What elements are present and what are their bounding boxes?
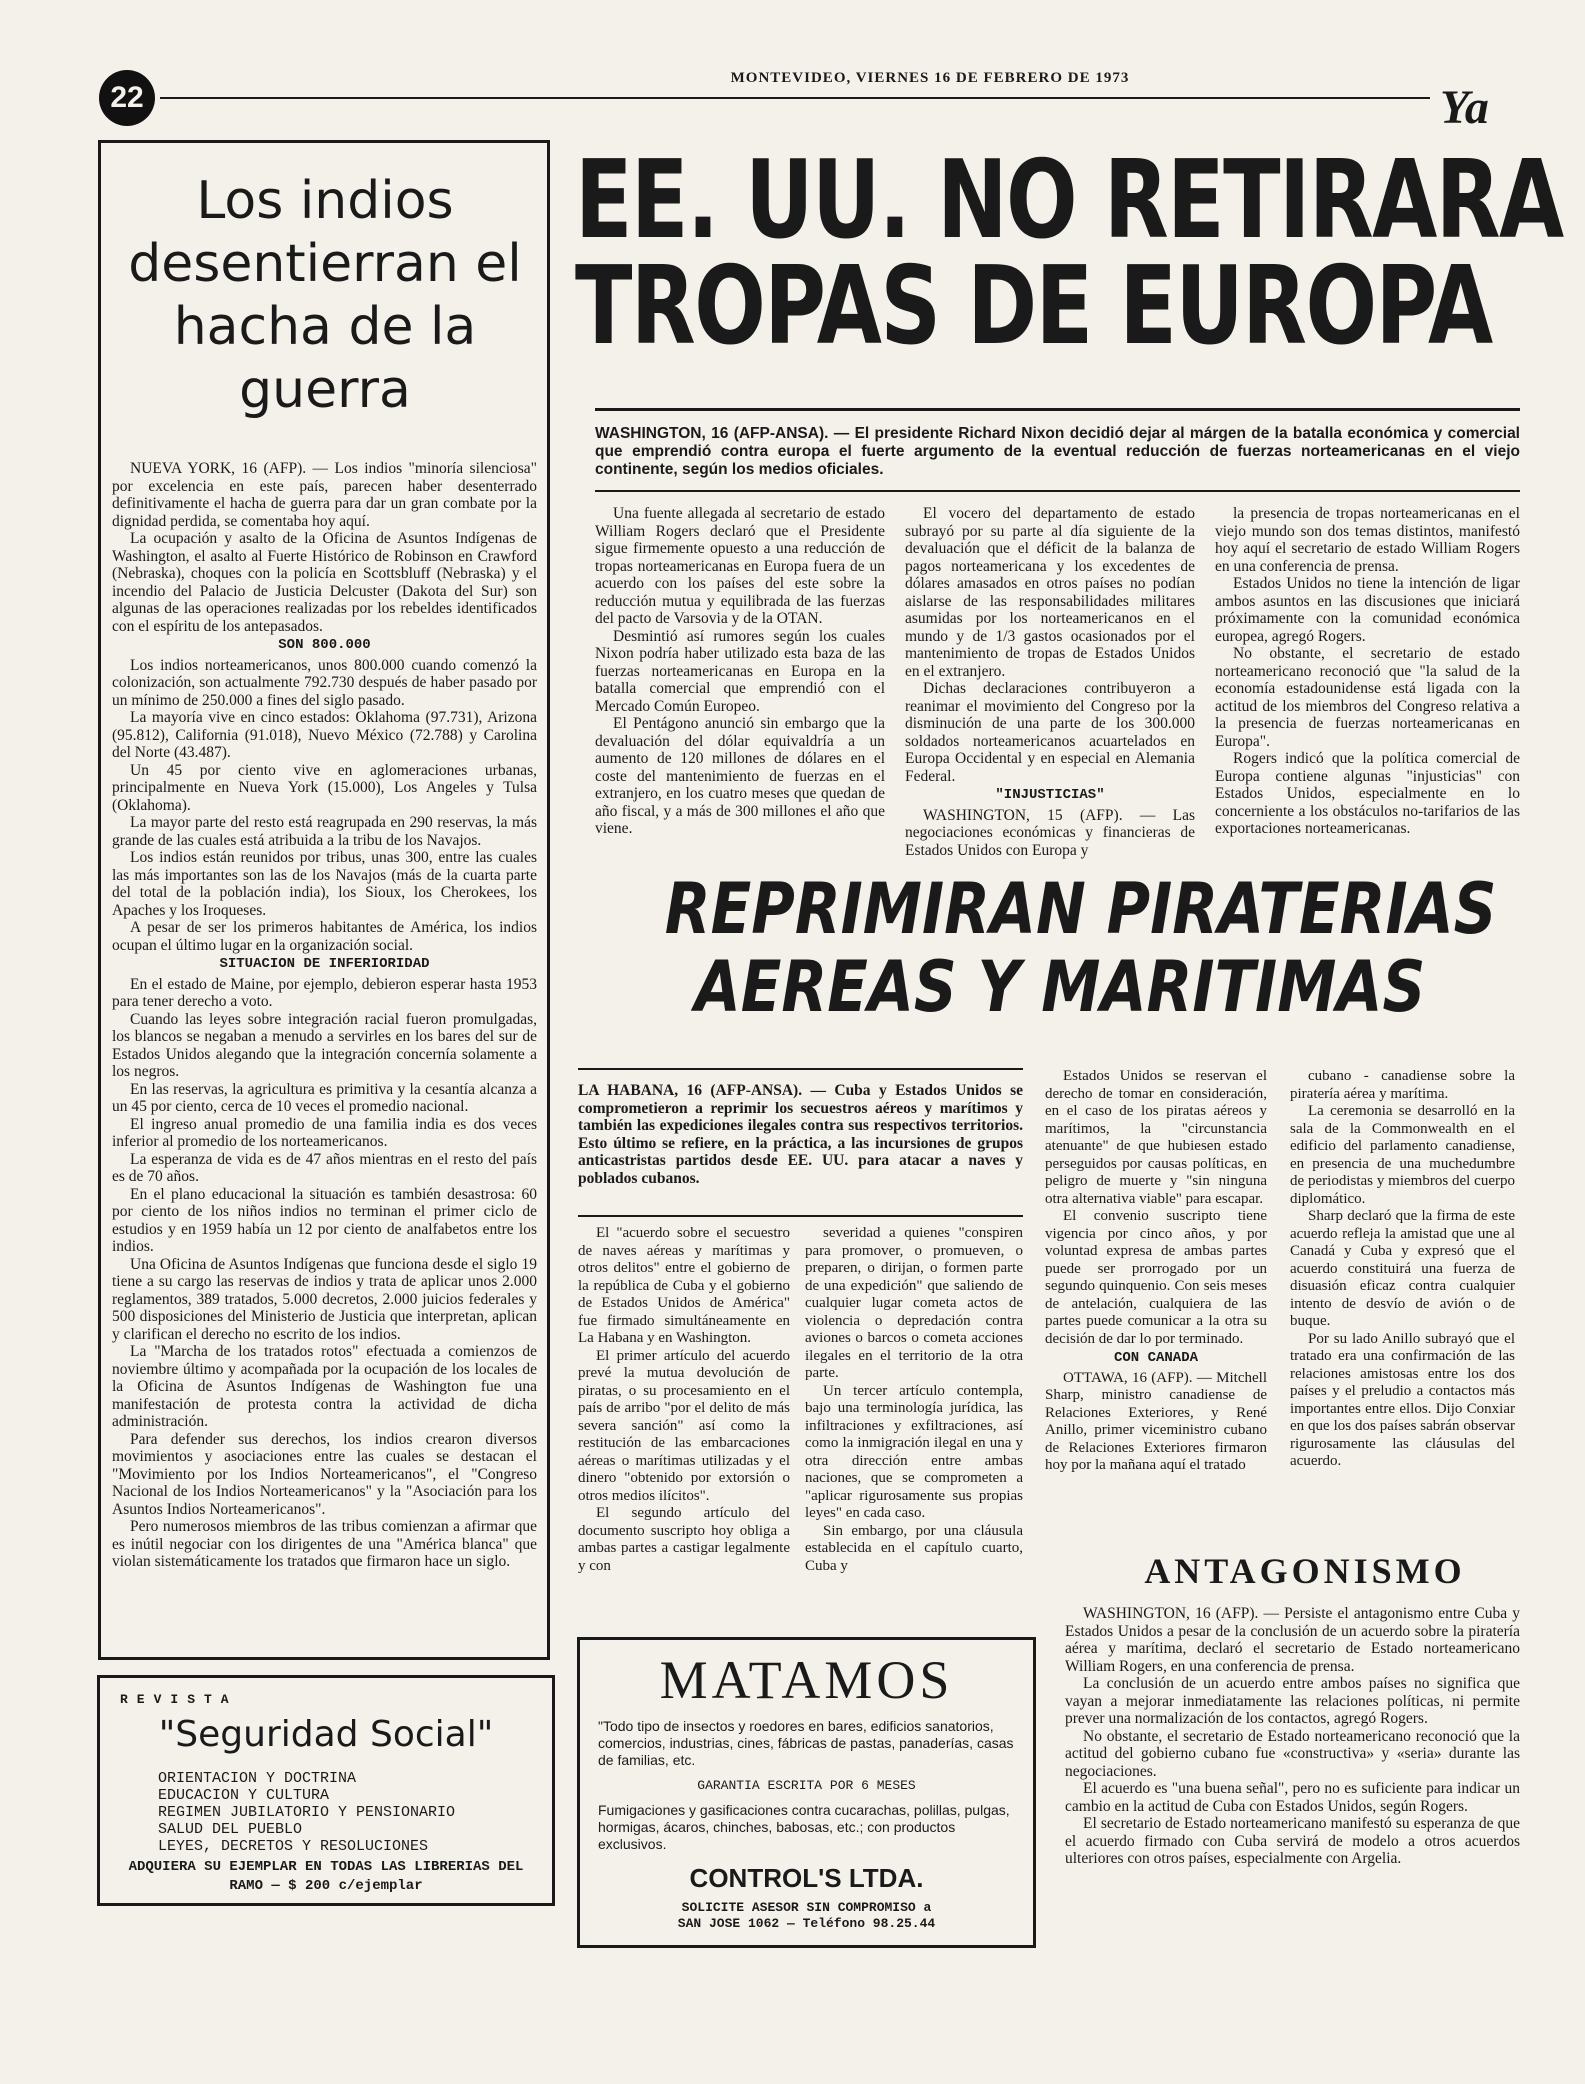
nixon-c1-p2: Desmintió así rumores según los cuales Nixon podría haber utilizado esta baza de las fuerzas norteamericanas en Europa en la batalla comercial que emprendió con el Mercado Común Europeo. xyxy=(595,627,885,715)
antag-p1: WASHINGTON, 16 (AFP). — Persiste el antagonismo entre Cuba y Estados Unidos a pesar de la conclusión de un acuerdo sobre la piratería aérea y marítima, declaró el secretario de Estado norteamericano William Rogers, en una conferencia de prensa. xyxy=(1065,1605,1520,1675)
nixon-lead-rule xyxy=(595,490,1520,492)
matamos-contact-2: SAN JOSE 1062 — Teléfono 98.25.44 xyxy=(677,1916,936,1931)
matamos-title: MATAMOS xyxy=(659,1650,954,1710)
nixon-c3-p4: Rogers indicó que la política comercial de Europa contiene algunas "injusticias" con Estados Unidos, especialmente en lo concerniente a los obstáculos no-tarifarios de las exportaciones norteamericanas. xyxy=(1215,750,1520,837)
revista-topic: REGIMEN JUBILATORIO Y PENSIONARIO xyxy=(158,1804,456,1821)
dateline: MONTEVIDEO, VIERNES 16 DE FEBRERO DE 1973 xyxy=(730,70,1130,86)
nixon-c2-p1: El vocero del departamento de estado subrayó por su parte al día siguiente de la devaluación que el déficit de la balanza de pagos norteamericana y los excedentes de dólares amasados en otros países no podían aislarse de las responsabilidades militares asumidas por los norteamericanos en el mundo y de 1/3 gastos ocasionados por el mantenimiento de tropas de Estados Unidos en el extranjero. xyxy=(905,505,1195,680)
indios-p11: En las reservas, la agricultura es primitiva y la cesantía alcanza a un 45 por ciento, cerca de 10 veces el promedio nacional. xyxy=(112,1080,537,1115)
indios-p9: En el estado de Maine, por ejemplo, debieron esperar hasta 1953 para tener derecho a voto. xyxy=(112,975,537,1010)
piraterias-headline xyxy=(664,868,1497,1028)
revista-topics xyxy=(158,1770,538,1855)
indios-p3: Los indios norteamericanos, unos 800.000 cuando comenzó la colonización, son actualmente 792.730 después de haber pasado por un mínimo de 250.000 a fines del siglo pasado. xyxy=(112,656,537,709)
header-rule xyxy=(160,97,1430,99)
indios-p15: Una Oficina de Asuntos Indígenas que funciona desde el siglo 19 tiene a su cargo las reservas de indios y trata de aplicar unos 2.000 reglamentos, 389 tratados, 5.000 decretos, 2.000 juicios federales y 500 disposiciones del Ministerio de Justicia que interpretan, aplican y clarifican el derecho no escrito de los indios. xyxy=(112,1255,537,1343)
antag-p3: No obstante, el secretario de Estado norteamericano reconoció que la actitud del gobierno cubano fue «constructiva» y «seria» durante las negociaciones. xyxy=(1065,1727,1520,1780)
nixon-c1-p3: El Pentágono anunció sin embargo que la devaluación del dólar equivaldría a un aumento de 120 millones de dólares en el coste del mantenimiento de fuerzas en el extranjero, en los cuatro meses que quedan de año fiscal, y a más de 300 millones el año que viene. xyxy=(595,715,885,837)
indios-subhead-2: SITUACION DE INFERIORIDAD xyxy=(219,956,430,972)
matamos-text-1: "Todo tipo de insectos y roedores en bares, edificios sanatorios, comercios, industrias, cines, fábricas de pastas, panaderías, casas de familias, etc. xyxy=(598,1718,1014,1768)
indios-p6: La mayor parte del resto está reagrupada en 290 reservas, la más grande de las cuales está atribuida a la tribu de los Navajos. xyxy=(112,814,537,849)
indios-border-right xyxy=(547,140,550,1660)
pirat-c3-p1: Estados Unidos se reservan el derecho de tomar en consideración, en el caso de los piratas aéreos y marítimos, la "circunstancia atenuante" de que hubiesen estado perseguidos por causas políticas, en peligro de muerte y "sin ninguna otra alternativa viable" para escapar. xyxy=(1045,1068,1267,1207)
indios-p1: NUEVA YORK, 16 (AFP). — Los indios "minoría silenciosa" por excelencia en este país, parecen haber desenterrado definitivamente el hacha de guerra para dar un gran combate por la dignidad perdida, se comentaba hoy aquí. xyxy=(112,460,537,530)
indios-p12: El ingreso anual promedio de una familia india es dos veces inferior al promedio de los norteamericanos. xyxy=(112,1115,537,1150)
indios-p18: Pero numerosos miembros de las tribus comienzan a afirmar que es inútil negociar con los dirigentes de una "América blanca" que violan sistemáticamente los tratados que firmaron hace un siglo. xyxy=(112,1518,537,1570)
pirat-c3-p2: El convenio suscripto tiene vigencia por cinco años, y por voluntad expresa de ambas partes puede ser prorrogado por un segundo quinquenio. Con seis meses de antelación, cualquiera de las partes puede comunicar a la otra su decisión de dar lo por terminado. xyxy=(1045,1208,1267,1347)
pirat-c1-p2: El primer artículo del acuerdo prevé la mutua devolución de piratas, o su procesamiento en el país de arribo "por el delito de más severa sanción" así como la restitución de las embarcaciones aéreas o marítimas utilizadas y el dinero "obtenido por extorsión o otros medios ilícitos". xyxy=(578,1347,790,1504)
nixon-c3-p3: No obstante, el secretario de estado norteamericano reconoció que "la salud de la economía estadounidense está ligada con la actitud de los miembros del Congreso relativa a la presencia de fuerzas norteamericanas en Europa". xyxy=(1215,645,1520,750)
pirat-c4-p2: La ceremonia se desarrolló en la sala de la Commonwealth en el edificio del parlamento canadiense, en presencia de una muchedumbre de periodistas y miembros del cuerpo diplomático. xyxy=(1290,1103,1515,1207)
indios-border-top xyxy=(98,140,550,143)
pirat-c4-p1: cubano - canadiense sobre la piratería aérea y marítima. xyxy=(1290,1068,1515,1102)
piraterias-headline-line1: REPRIMIRAN PIRATERIAS xyxy=(664,868,1497,950)
piraterias-lead: LA HABANA, 16 (AFP-ANSA). — Cuba y Estados Unidos se comprometieron a reprimir los secuestros aéreos y marítimos y también las expediciones ilegales contra sus respectivos territorios. Esto último se refiere, en la práctica, a las incursiones de grupos anticastristas partidos desde EE. UU. para atacar a naves y poblados cubanos. xyxy=(578,1082,1023,1187)
revista-topic: LEYES, DECRETOS Y RESOLUCIONES xyxy=(158,1838,429,1855)
pirat-col-2 xyxy=(805,1225,1023,1575)
antag-p2: La conclusión de un acuerdo entre ambos países no significa que vayan a mejorar inmediatamente las relaciones políticas, ni permite prever una normalización de los contactos, agregó Rogers. xyxy=(1065,1675,1520,1727)
revista-footer: ADQUIERA SU EJEMPLAR EN TODAS LAS LIBRERIAS DEL RAMO — $ 200 c/ejemplar xyxy=(128,1859,524,1894)
nixon-headline-line1: EE. UU. NO RETIRARA xyxy=(575,138,1563,263)
antag-p5: El secretario de Estado norteamericano manifestó su esperanza de que el acuerdo firmado con Cuba servirá de modelo a otros acuerdos ulteriores con otros países, especialmente con Argelia. xyxy=(1065,1815,1520,1867)
pirat-col-1 xyxy=(578,1225,790,1575)
nixon-col-3 xyxy=(1215,505,1520,838)
pirat-col-3 xyxy=(1045,1068,1267,1475)
pirat-c1-p3: El segundo artículo del documento suscripto hoy obliga a ambas partes a castigar legalmente y con xyxy=(578,1505,790,1574)
pirat-lead-rule-bottom xyxy=(578,1215,1023,1217)
indios-p13: La esperanza de vida es de 47 años mientras en el resto del país es de 70 años. xyxy=(112,1150,537,1185)
nixon-c3-p2: Estados Unidos no tiene la intención de ligar ambos asuntos en las discusiones que iniciará próximamente con la comunidad económica europea, agregó Rogers. xyxy=(1215,575,1520,645)
indios-p10: Cuando las leyes sobre integración racial fueron promulgadas, los blancos se negaban a menudo a servirles en los bares del sur de Estados Unidos alegando que la integración concernía solamente a los negros. xyxy=(112,1010,537,1080)
piraterias-headline-line2: AEREAS Y MARITIMAS xyxy=(694,946,1426,1028)
indios-p17: Para defender sus derechos, los indios crearon diversos movimientos y asociaciones entre las cuales se destacan el "Movimiento por los Indios Norteamericanos", el "Congreso Nacional de los Indios Norteamericanos" y la "Asociación para los Asuntos Indios Norteamericanos". xyxy=(112,1430,537,1518)
antag-p4: El acuerdo es "una buena señal", pero no es suficiente para indicar un cambio en la actitud de Cuba con Estados Unidos, según Rogers. xyxy=(1065,1780,1520,1815)
nixon-col-2 xyxy=(905,505,1195,859)
nixon-headline-line2: TROPAS DE EUROPA xyxy=(575,244,1492,369)
matamos-company: CONTROL'S LTDA. xyxy=(689,1863,924,1893)
pirat-lead-rule-top xyxy=(578,1068,1023,1070)
pirat-c2-p3: Sin embargo, por una cláusula establecida en el capítulo cuarto, Cuba y xyxy=(805,1522,1023,1574)
pirat-c3-p3: OTTAWA, 16 (AFP). — Mitchell Sharp, ministro canadiense de Relaciones Exteriores, y René Anillo, primer viceministro cubano de Relaciones Exteriores firmaron hoy por la mañana aquí el tratado xyxy=(1045,1369,1267,1473)
indios-p5: Un 45 por ciento vive en aglomeraciones urbanas, principalmente en Nueva York (15.000), Los Angeles y Tulsa (Oklahoma). xyxy=(112,761,537,814)
nixon-c2-p3: WASHINGTON, 15 (AFP). — Las negociaciones económicas y financieras de Estados Unidos con Europa y xyxy=(905,806,1195,859)
indios-headline: Los indios desentierran el hacha de la guerra xyxy=(128,171,522,420)
pirat-c4-p3: Sharp declaró que la firma de este acuerdo refleja la amistad que une al Canadá y Cuba y expresó que el acuerdo constituirá una fuerza de disuasión eficaz contra cualquier intento de desvío de avión o de buque. xyxy=(1290,1208,1515,1329)
indios-subhead-1: SON 800.000 xyxy=(278,637,371,653)
indios-p4: La mayoría vive en cinco estados: Oklahoma (97.731), Arizona (95.812), California (91.018), Nuevo México (72.788) y Carolina del Norte (43.487). xyxy=(112,709,537,761)
matamos-contact-1: SOLICITE ASESOR SIN COMPROMISO a xyxy=(681,1900,932,1915)
indios-p14: En el plano educacional la situación es también desastrosa: 60 por ciento de los niños indios no terminan el primer ciclo de estudios y en 1959 había un 12 por ciento de analfabetos entre los indios. xyxy=(112,1185,537,1255)
matamos-guarantee: GARANTIA ESCRITA POR 6 MESES xyxy=(697,1778,916,1793)
pirat-col-4 xyxy=(1290,1068,1515,1471)
nixon-headline xyxy=(575,138,1563,369)
pirat-c2-p1: severidad a quienes "conspiren para promover, o promueven, o preparen, o dirijan, o formen parte de una expedición" que saliendo de cualquier lugar cometa actos de violencia o depredación contra aviones o barcos o cometa acciones ilegales en el territorio de la otra parte. xyxy=(805,1225,1023,1381)
nixon-c2-p2: Dichas declaraciones contribuyeron a reanimar el movimiento del Congreso por la disminución de una parte de los 300.000 soldados norteamericanos acuartelados en Europa Occidental y en especial en Alemania Federal. xyxy=(905,680,1195,785)
nixon-col-1 xyxy=(595,505,885,838)
revista-topic: EDUCACION Y CULTURA xyxy=(158,1787,330,1804)
revista-topic: SALUD DEL PUEBLO xyxy=(158,1821,303,1838)
pirat-c2-p2: Un tercer artículo contempla, bajo una terminología jurídica, las infiltraciones y exfiltraciones, así como la inmigración ilegal en una y otra dirección entre ambas naciones, que se comprometen a "aplicar rigurosamente sus propias leyes" en cada caso. xyxy=(805,1382,1023,1521)
revista-topic: ORIENTACION Y DOCTRINA xyxy=(158,1770,357,1787)
matamos-ad xyxy=(577,1637,1036,1948)
indios-p16: La "Marcha de los tratados rotos" efectuada a comienzos de noviembre último y acompañada por la ocupación de los locales de la Oficina de Asuntos Indígenas de Washington fue una manifestación de protesta contra la actividad de dicha administración. xyxy=(112,1343,537,1430)
matamos-text-2: Fumigaciones y gasificaciones contra cucarachas, polillas, pulgas, hormigas, ácaros, chinches, babosas, etc.; con productos exclusivos. xyxy=(598,1802,1010,1852)
pirat-subhead-canada: CON CANADA xyxy=(1113,1350,1198,1366)
nixon-subhead: "INJUSTICIAS" xyxy=(995,787,1105,803)
nixon-headline-rule xyxy=(595,408,1520,411)
indios-p7: Los indios están reunidos por tribus, unas 300, entre las cuales las más importantes son las de los Navajos (más de la cuarta parte del total de la población india), los Sioux, los Cherokees, los Apaches y los Iroqueses. xyxy=(112,849,537,919)
revista-title: "Seguridad Social" xyxy=(158,1714,494,1755)
nixon-c3-p1: la presencia de tropas norteamericanas en el viejo mundo son dos temas distintos, manifestó hoy aquí el secretario de estado William Rogers en una conferencia de prensa. xyxy=(1215,505,1520,575)
page-number: 22 xyxy=(99,70,155,126)
nixon-lead: WASHINGTON, 16 (AFP-ANSA). — El presidente Richard Nixon decidió dejar al márgen de la batalla económica y comercial que emprendió contra europa el fuerte argumento de la eventual reducción de fuerzas norteamericanas en el viejo continente, según los medios oficiales. xyxy=(595,425,1520,478)
antagonismo-body xyxy=(1065,1605,1520,1868)
indios-border-bottom xyxy=(98,1657,550,1660)
indios-border-left xyxy=(98,140,101,1660)
antagonismo-title: ANTAGONISMO xyxy=(1144,1551,1466,1591)
nixon-c1-p1: Una fuente allegada al secretario de estado William Rogers declaró que el Presidente sigue firmemente opuesto a una reducción de tropas norteamericanas en Europa fuera de un acuerdo con los países del este sobre la reducción mutua y equilibrada de las fuerzas del pacto de Varsovia y de la OTAN. xyxy=(595,505,885,627)
pirat-c4-p4: Por su lado Anillo subrayó que el tratado era una confirmación de las relaciones amistosas entre los dos países y el preludio a contactos más importantes entre ellos. Dijo Conxiar en que los dos países sabrán observar rigurosamente las cláusulas del acuerdo. xyxy=(1290,1330,1515,1469)
indios-p2: La ocupación y asalto de la Oficina de Asuntos Indígenas de Washington, el asalto al Fuerte Histórico de Robinson en Crawford (Nebraska), choques con la policía en Scottsbluff (Nebraska) y el incendio del Palacio de Justicia Delcuster (Dakota del Sur) son algunas de las operaciones realizadas por los rebeldes identificados con el espíritu de los antepasados. xyxy=(112,530,537,635)
revista-kicker: REVISTA xyxy=(120,1692,238,1707)
revista-ad xyxy=(97,1675,555,1906)
pirat-c1-p1: El "acuerdo sobre el secuestro de naves aéreas y marítimas y otros delitos" entre el gobierno de la república de Cuba y el gobierno de Estados Unidos de América" fue firmado simultáneamente en La Habana y en Washington. xyxy=(578,1225,790,1346)
indios-p8: A pesar de ser los primeros habitantes de América, los indios ocupan el último lugar en la organización social. xyxy=(112,919,537,954)
indios-article-body xyxy=(112,460,537,1571)
newspaper-logo: Ya xyxy=(1440,81,1489,134)
